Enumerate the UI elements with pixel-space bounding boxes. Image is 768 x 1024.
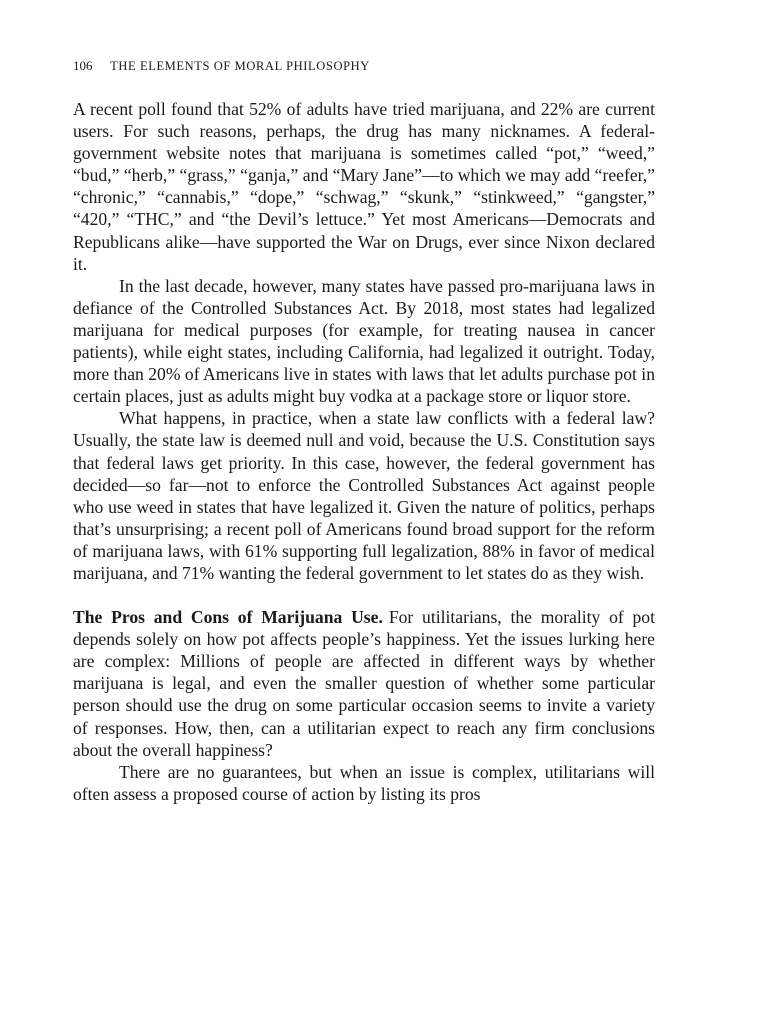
section-paragraph-2: There are no guarantees, but when an issue is complex, utilitarians will often assess a proposed course of action by listing its pros [73,761,655,804]
page-number: 106 [73,58,93,73]
running-title: THE ELEMENTS OF MORAL PHILOSOPHY [110,59,370,73]
body-paragraph-2: In the last decade, however, many states have passed pro-marijuana laws in defiance of the Controlled Substances Act. By 2018, most states had legalized marijuana for medical purposes (for example, for treating nausea in cancer patients), while eight states, including California, had legalized it outright. Today, more than 20% of Americans live in states with laws that let adults purchase pot in certain places, just as adults might buy vodka at a package store or liquor store. [73,275,655,407]
running-head [73,56,655,76]
section-paragraph-1 [73,606,655,761]
book-page [73,56,655,805]
section-heading: The Pros and Cons of Marijuana Use. [73,607,383,628]
body-paragraph-3: What happens, in practice, when a state law conflicts with a federal law? Usually, the state law is deemed null and void, because the U.S. Constitution says that federal laws get priority. In this case, however, the federal government has decided—so far—not to enforce the Controlled Substances Act against people who use weed in states that have legalized it. Given the nature of politics, perhaps that’s unsurprising; a recent poll of Americans found broad support for the reform of marijuana laws, with 61% supporting full legalization, 88% in favor of medical marijuana, and 71% wanting the federal government to let states do as they wish. [73,408,655,583]
body-paragraph-1: A recent poll found that 52% of adults have tried marijuana, and 22% are current users. For such reasons, perhaps, the drug has many nicknames. A federal-government website notes that marijuana is sometimes called “pot,” “weed,” “bud,” “herb,” “grass,” “ganja,” and “Mary Jane”—to which we may add “reefer,” “chronic,” “cannabis,” “dope,” “schwag,” “skunk,” “stinkweed,” “gangster,” “420,” “THC,” and “the Devil’s lettuce.” Yet most Americans—Democrats and Republicans alike—have supported the War on Drugs, ever since Nixon declared it. [73,99,655,274]
section-paragraph-1-text: For utilitarians, the morality of pot depends solely on how pot affects people’s happiness. Yet the issues lurking here are complex: Millions of people are affected in different ways by whether marijuana is legal, and even the smaller question of whether some particular person should use the drug on some particular occasion seems to invite a variety of responses. How, then, can a utilitarian expect to reach any firm conclusions about the overall happiness? [73,607,655,760]
